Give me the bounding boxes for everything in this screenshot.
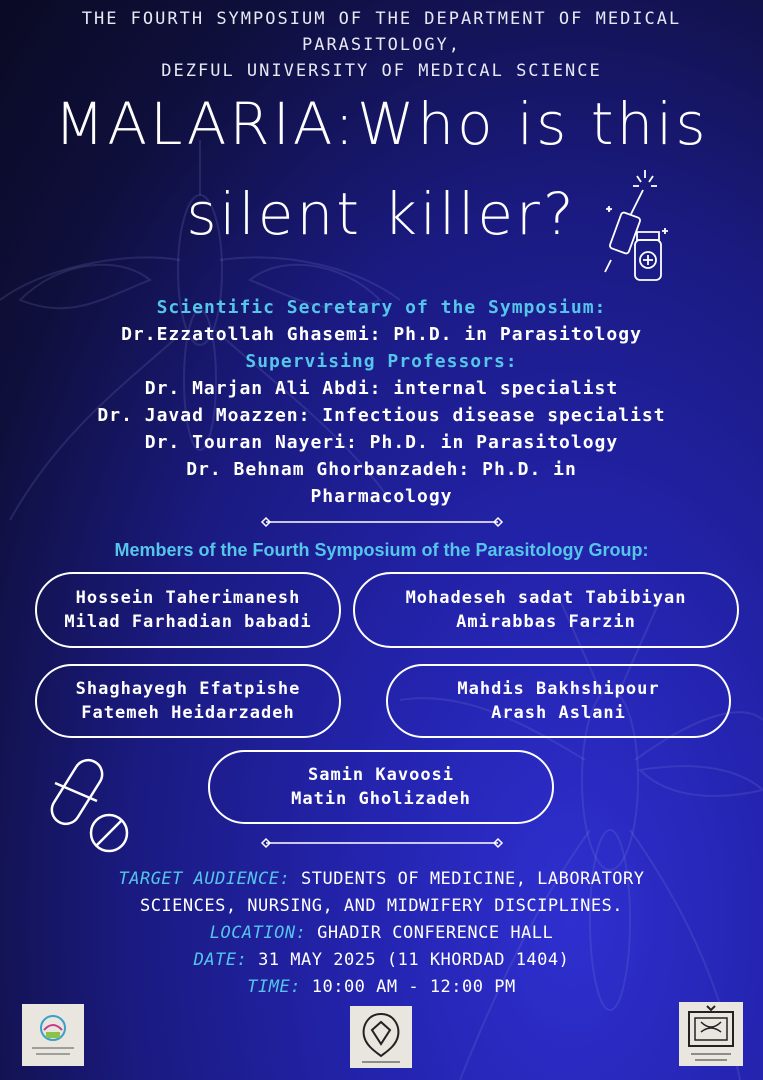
members-heading: Members of the Fourth Symposium of the Parasitology Group: [114,540,649,560]
speakers-block [0,294,763,510]
parasitology-group-logo [22,1004,84,1066]
supervisor-item: Dr. Javad Moazzen: Infectious disease specialist [97,405,666,426]
location-line [0,920,763,947]
date-label: DATE: [193,950,248,970]
title-line-1: MALARIA:Who is this [54,90,709,158]
member-name: Hossein Taherimanesh [75,588,301,608]
member-name: Fatemeh Heidarzadeh [81,703,295,723]
member-name: Shaghayegh Efatpishe [75,679,301,699]
secretary-name: Dr.Ezzatollah Ghasemi: Ph.D. in Parasitology [121,324,642,345]
header-line-1: THE FOURTH SYMPOSIUM OF THE DEPARTMENT OF MEDICAL PARASITOLOGY, [81,9,682,55]
audience-value: STUDENTS OF MEDICINE, LABORATORY [301,869,645,889]
date-value: 31 MAY 2025 (11 KHORDAD 1404) [258,950,570,970]
title-line-2: silent killer? [186,180,577,248]
event-info [0,866,763,1001]
member-name: Matin Gholizadeh [291,789,471,809]
audience-line [0,866,763,893]
member-name: Mohadeseh sadat Tabibiyan [405,588,687,608]
time-label: TIME: [247,977,301,997]
secretary-heading: Scientific Secretary of the Symposium: [156,297,607,318]
supervisor-item: Dr. Marjan Ali Abdi: internal specialist [144,378,619,399]
department-logo [350,1006,412,1068]
date-line [0,947,763,974]
member-name: Arash Aslani [491,703,626,723]
supervisor-item: Pharmacology [310,486,453,507]
university-logo [679,1002,743,1066]
member-name: Amirabbas Farzin [456,612,636,632]
member-group-4 [386,664,731,738]
header-line-2: DEZFUL UNIVERSITY OF MEDICAL SCIENCE [161,61,602,81]
divider-top [262,518,502,526]
member-name: Milad Farhadian babadi [64,612,312,632]
time-line [0,974,763,1001]
supervisors-heading: Supervising Professors: [245,351,518,372]
audience-label: TARGET AUDIENCE: [118,869,291,889]
time-value: 10:00 AM - 12:00 PM [311,977,516,997]
location-value: GHADIR CONFERENCE HALL [317,923,554,943]
member-name: Mahdis Bakhshipour [457,679,660,699]
member-group-2 [353,572,739,648]
location-label: LOCATION: [209,923,307,943]
capsule-tablet-icon [45,755,135,855]
member-group-5 [208,750,554,824]
member-name: Samin Kavoosi [307,765,455,785]
supervisor-item: Dr. Touran Nayeri: Ph.D. in Parasitology [144,432,619,453]
audience-value-2: SCIENCES, NURSING, AND MIDWIFERY DISCIPLINES. [139,896,624,916]
member-group-3 [35,664,341,738]
symposium-header [0,6,763,84]
member-group-1 [35,572,341,648]
supervisor-item: Dr. Behnam Ghorbanzadeh: Ph.D. in [186,459,577,480]
divider-bottom [262,839,502,847]
